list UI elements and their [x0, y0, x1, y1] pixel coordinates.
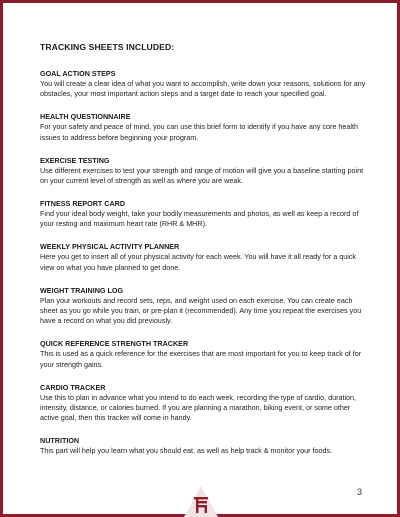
section-health-questionnaire — [40, 112, 366, 143]
section-heading: CARDIO TRACKER — [40, 382, 106, 392]
section-body: For your safety and peace of mind, you can use this brief form to identify if you have any core health issues to address before beginning your program. — [40, 122, 359, 142]
section-heading: EXERCISE TESTING — [40, 155, 110, 165]
section-heading: WEIGHT TRAINING LOG — [40, 285, 124, 295]
section-heading: WEEKLY PHYSICAL ACTIVITY PLANNER — [40, 242, 180, 252]
section-fitness-report-card — [40, 199, 366, 230]
section-quick-reference-strength-tracker — [40, 339, 366, 370]
page-number: 3 — [356, 487, 362, 497]
fitness-logo-icon — [183, 484, 219, 517]
section-body: This part will help you learn what you should eat, as well as help track & monitor your foods. — [40, 446, 333, 456]
section-heading: HEALTH QUESTIONNAIRE — [40, 112, 131, 122]
section-heading: GOAL ACTION STEPS — [40, 69, 116, 78]
section-body: Here you get to insert all of your physical activity for each week. You will have it all ready for a quick view on what you have planned to get done. — [40, 252, 357, 272]
section-body: Use different exercises to test your strength and range of motion will give you a baseline starting point on your current level of strength as well as where you are weak. — [40, 165, 364, 186]
page-content — [40, 42, 366, 469]
section-exercise-testing — [40, 156, 366, 187]
section-body: This is used as a quick reference for the exercises that are most important for you to keep track of for your strength gains. — [40, 349, 362, 369]
section-body: Find your ideal body weight, take your bodily measurements and photos, as well as keep a record of your resting and maximum heart rate (RHR & MHR). — [40, 208, 359, 229]
section-heading: NUTRITION — [40, 436, 80, 446]
page-title: TRACKING SHEETS INCLUDED: — [40, 42, 175, 52]
section-body: Use this to plan in advance what you intend to do each week, recording the type of cardio, duration, intensity, distance, or calories burned. If you are planning a marathon, biking event, or some other active goal, then this tracker will come in handy. — [40, 392, 357, 423]
section-heading: FITNESS REPORT CARD — [40, 198, 126, 208]
section-heading: QUICK REFERENCE STRENGTH TRACKER — [40, 339, 189, 349]
section-body: You will create a clear idea of what you want to accomplish, write down your reasons, solutions for any obstacles, your most important action steps and a target date to reach your specified goal. — [40, 79, 366, 99]
section-weight-training-log — [40, 286, 366, 327]
section-nutrition — [40, 436, 366, 456]
section-body: Plan your workouts and record sets, reps, and weight used on each exercise. You can create each sheet as you go while you train, or pre-plan it (recommended). Any time you repeat the exercises you have a record on what you did previously. — [40, 295, 362, 326]
section-weekly-physical-activity-planner — [40, 242, 366, 273]
section-cardio-tracker — [40, 383, 366, 424]
section-goal-action-steps — [40, 69, 366, 100]
